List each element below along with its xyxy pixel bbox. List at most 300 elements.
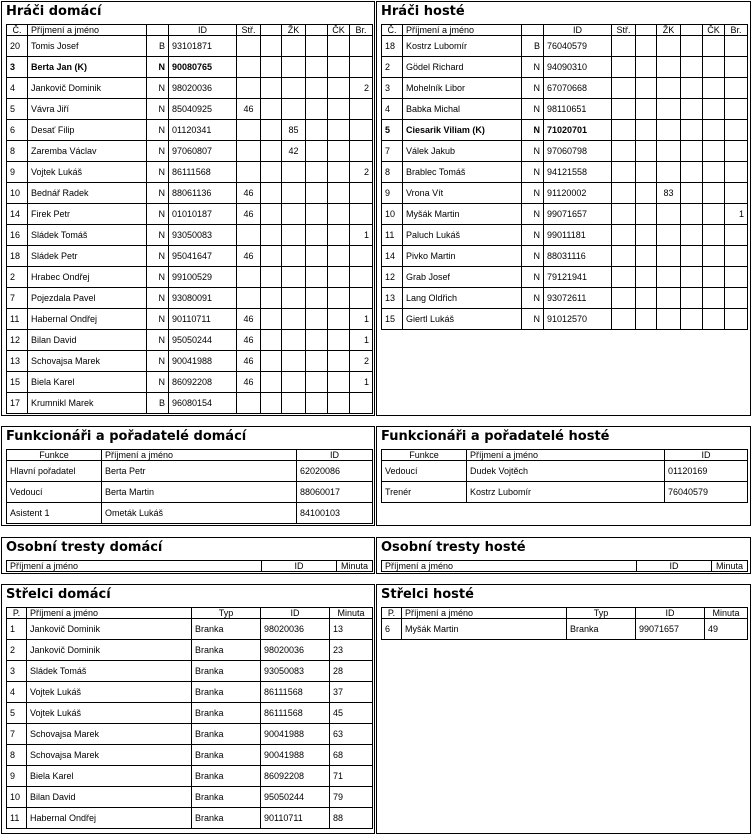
player-number: 18 <box>7 246 28 267</box>
player-goals <box>725 36 748 57</box>
empty-cell <box>636 141 657 162</box>
player-red-card <box>703 225 725 246</box>
player-goals <box>350 246 373 267</box>
scorer-row <box>7 682 373 703</box>
column-header: Funkce <box>7 450 102 461</box>
officials-away-body <box>382 461 748 503</box>
player-id: 93050083 <box>169 225 237 246</box>
column-header <box>306 25 328 36</box>
officials-away-header <box>382 450 748 461</box>
player-substitution <box>612 57 636 78</box>
player-row <box>7 372 373 393</box>
player-red-card <box>703 78 725 99</box>
empty-cell <box>681 141 703 162</box>
scorer-minute: 28 <box>330 661 373 682</box>
player-yellow-card <box>657 57 681 78</box>
player-name: Habernal Ondřej <box>28 309 147 330</box>
empty-cell <box>261 330 282 351</box>
empty-cell <box>261 183 282 204</box>
empty-cell <box>681 204 703 225</box>
scorers-home-header <box>7 608 373 619</box>
scorer-name: Jankovič Dominik <box>27 640 192 661</box>
player-substitution <box>612 288 636 309</box>
player-flag: N <box>522 57 544 78</box>
scorer-order: 10 <box>7 787 27 808</box>
player-goals <box>350 57 373 78</box>
player-flag: N <box>522 225 544 246</box>
player-red-card <box>703 99 725 120</box>
column-header: Minuta <box>705 608 748 619</box>
scorers-away-body <box>382 619 748 640</box>
player-yellow-card <box>282 99 306 120</box>
empty-cell <box>261 225 282 246</box>
player-flag: N <box>147 99 169 120</box>
column-header: ID <box>169 25 237 36</box>
column-header: Příjmení a jméno <box>27 608 192 619</box>
player-yellow-card <box>282 36 306 57</box>
empty-cell <box>636 99 657 120</box>
scorers-away-table <box>381 607 748 640</box>
player-substitution <box>612 78 636 99</box>
scorer-name: Vojtek Lukáš <box>27 703 192 724</box>
player-id: 95041647 <box>169 246 237 267</box>
official-role: Vedoucí <box>7 482 102 503</box>
player-yellow-card: 83 <box>657 183 681 204</box>
player-number: 13 <box>382 288 403 309</box>
column-header: ID <box>637 561 712 572</box>
scorer-type: Branka <box>192 766 261 787</box>
player-number: 5 <box>382 120 403 141</box>
player-goals <box>725 225 748 246</box>
empty-cell <box>681 57 703 78</box>
players-home-table <box>6 24 373 414</box>
player-flag: N <box>147 204 169 225</box>
players-away-panel <box>376 1 751 416</box>
scorer-name: Sládek Tomáš <box>27 661 192 682</box>
scorer-type: Branka <box>192 724 261 745</box>
player-red-card <box>328 309 350 330</box>
player-id: 90080765 <box>169 57 237 78</box>
player-name: Ciesarik Viliam (K) <box>403 120 522 141</box>
player-row <box>7 57 373 78</box>
player-goals <box>350 99 373 120</box>
player-red-card <box>328 225 350 246</box>
scorers-home-panel <box>1 584 375 834</box>
scorers-away-panel <box>376 584 751 834</box>
penalties-away-table <box>381 560 748 572</box>
player-substitution <box>612 246 636 267</box>
player-name: Biela Karel <box>28 372 147 393</box>
column-header: Příjmení a jméno <box>28 25 147 36</box>
column-header <box>261 25 282 36</box>
empty-cell <box>681 246 703 267</box>
empty-cell <box>306 36 328 57</box>
player-yellow-card <box>657 225 681 246</box>
empty-cell <box>306 204 328 225</box>
scorer-minute: 23 <box>330 640 373 661</box>
player-red-card <box>328 330 350 351</box>
official-id: 88060017 <box>297 482 373 503</box>
scorer-minute: 37 <box>330 682 373 703</box>
empty-cell <box>681 120 703 141</box>
empty-cell <box>306 57 328 78</box>
player-yellow-card <box>282 183 306 204</box>
empty-cell <box>261 204 282 225</box>
players-away-body <box>382 36 748 330</box>
player-substitution <box>612 225 636 246</box>
player-goals: 1 <box>350 372 373 393</box>
player-id: 01120341 <box>169 120 237 141</box>
player-name: Tomis Josef <box>28 36 147 57</box>
player-row <box>382 162 748 183</box>
player-name: Paluch Lukáš <box>403 225 522 246</box>
player-flag: N <box>147 141 169 162</box>
scorers-home-title: Střelci domácí <box>6 587 111 602</box>
player-row <box>7 141 373 162</box>
scorer-type: Branka <box>192 745 261 766</box>
penalties-away-title: Osobní tresty hosté <box>381 540 526 555</box>
empty-cell <box>681 78 703 99</box>
player-red-card <box>328 351 350 372</box>
player-id: 76040579 <box>544 36 612 57</box>
empty-cell <box>636 267 657 288</box>
scorer-order: 4 <box>7 682 27 703</box>
player-goals <box>725 267 748 288</box>
player-yellow-card <box>282 204 306 225</box>
player-id: 98110651 <box>544 99 612 120</box>
player-row <box>7 246 373 267</box>
officials-home-table <box>6 449 373 524</box>
players-away-table <box>381 24 748 330</box>
player-row <box>7 225 373 246</box>
player-id: 97060807 <box>169 141 237 162</box>
player-row <box>7 330 373 351</box>
player-flag: N <box>147 330 169 351</box>
scorer-id: 90041988 <box>261 724 330 745</box>
empty-cell <box>261 141 282 162</box>
player-flag: N <box>147 288 169 309</box>
player-red-card <box>703 246 725 267</box>
scorer-minute: 49 <box>705 619 748 640</box>
officials-home-header <box>7 450 373 461</box>
player-number: 12 <box>382 267 403 288</box>
player-substitution: 46 <box>237 372 261 393</box>
empty-cell <box>636 309 657 330</box>
scorer-id: 93050083 <box>261 661 330 682</box>
player-red-card <box>328 36 350 57</box>
empty-cell <box>261 78 282 99</box>
empty-cell <box>306 120 328 141</box>
official-name: Berta Petr <box>102 461 297 482</box>
player-yellow-card <box>657 309 681 330</box>
player-row <box>7 183 373 204</box>
player-name: Bilan David <box>28 330 147 351</box>
player-goals <box>725 99 748 120</box>
player-goals <box>350 36 373 57</box>
player-flag: N <box>522 162 544 183</box>
player-row <box>382 225 748 246</box>
empty-cell <box>636 225 657 246</box>
scorer-type: Branka <box>192 787 261 808</box>
players-home-header <box>7 25 373 36</box>
empty-cell <box>636 204 657 225</box>
empty-cell <box>681 267 703 288</box>
player-name: Hrabec Ondřej <box>28 267 147 288</box>
official-row <box>7 482 373 503</box>
player-number: 20 <box>7 36 28 57</box>
player-name: Vávra Jiří <box>28 99 147 120</box>
empty-cell <box>261 57 282 78</box>
player-yellow-card <box>657 204 681 225</box>
scorer-row <box>7 766 373 787</box>
player-red-card <box>703 120 725 141</box>
column-header: ČK <box>703 25 725 36</box>
scorer-minute: 13 <box>330 619 373 640</box>
player-flag: N <box>147 309 169 330</box>
player-row <box>7 36 373 57</box>
players-away-header <box>382 25 748 36</box>
player-yellow-card <box>657 36 681 57</box>
player-red-card <box>328 57 350 78</box>
column-header: ID <box>636 608 705 619</box>
player-flag: N <box>522 78 544 99</box>
player-substitution <box>612 309 636 330</box>
player-substitution <box>237 393 261 414</box>
player-goals: 2 <box>350 351 373 372</box>
player-number: 11 <box>7 309 28 330</box>
scorer-row <box>7 724 373 745</box>
player-number: 14 <box>7 204 28 225</box>
scorers-home-body <box>7 619 373 829</box>
player-name: Kostrz Lubomír <box>403 36 522 57</box>
player-row <box>382 36 748 57</box>
official-row <box>382 461 748 482</box>
player-red-card <box>328 288 350 309</box>
player-name: Bednář Radek <box>28 183 147 204</box>
column-header: P. <box>7 608 27 619</box>
player-flag: N <box>522 141 544 162</box>
scorer-order: 7 <box>7 724 27 745</box>
player-flag: N <box>147 78 169 99</box>
column-header: ID <box>262 561 337 572</box>
player-id: 95050244 <box>169 330 237 351</box>
player-name: Mohelník Libor <box>403 78 522 99</box>
player-id: 91012570 <box>544 309 612 330</box>
player-flag: N <box>147 225 169 246</box>
player-substitution: 46 <box>237 183 261 204</box>
penalties-away-header <box>382 561 748 572</box>
player-yellow-card: 85 <box>282 120 306 141</box>
player-goals: 2 <box>350 162 373 183</box>
player-yellow-card <box>282 288 306 309</box>
player-row <box>382 183 748 204</box>
column-header: ID <box>665 450 748 461</box>
empty-cell <box>261 267 282 288</box>
players-home-body <box>7 36 373 414</box>
player-yellow-card <box>282 393 306 414</box>
player-number: 7 <box>382 141 403 162</box>
player-flag: N <box>522 309 544 330</box>
player-number: 17 <box>7 393 28 414</box>
scorers-home-table <box>6 607 373 829</box>
player-number: 3 <box>382 78 403 99</box>
player-flag: N <box>147 183 169 204</box>
player-goals <box>350 120 373 141</box>
player-substitution <box>612 99 636 120</box>
column-header: P. <box>382 608 402 619</box>
player-substitution <box>612 267 636 288</box>
player-id: 67070668 <box>544 78 612 99</box>
player-row <box>382 204 748 225</box>
player-yellow-card <box>657 162 681 183</box>
player-id: 99100529 <box>169 267 237 288</box>
officials-home-body <box>7 461 373 524</box>
player-number: 18 <box>382 36 403 57</box>
player-red-card <box>328 246 350 267</box>
official-role: Vedoucí <box>382 461 467 482</box>
column-header: Minuta <box>712 561 748 572</box>
empty-cell <box>261 120 282 141</box>
player-number: 9 <box>382 183 403 204</box>
player-substitution <box>237 288 261 309</box>
scorer-order: 2 <box>7 640 27 661</box>
player-number: 10 <box>7 183 28 204</box>
player-name: Krumnikl Marek <box>28 393 147 414</box>
player-yellow-card <box>282 330 306 351</box>
scorer-name: Vojtek Lukáš <box>27 682 192 703</box>
player-substitution <box>237 57 261 78</box>
player-substitution <box>237 225 261 246</box>
official-name: Berta Martin <box>102 482 297 503</box>
player-name: Lang Oldřich <box>403 288 522 309</box>
player-row <box>382 78 748 99</box>
player-row <box>7 204 373 225</box>
scorer-order: 3 <box>7 661 27 682</box>
column-header: Příjmení a jméno <box>382 561 637 572</box>
empty-cell <box>636 36 657 57</box>
official-id: 62020086 <box>297 461 373 482</box>
empty-cell <box>306 78 328 99</box>
column-header: ID <box>261 608 330 619</box>
column-header: Typ <box>567 608 636 619</box>
empty-cell <box>306 351 328 372</box>
scorer-order: 1 <box>7 619 27 640</box>
player-substitution: 46 <box>237 204 261 225</box>
column-header: Minuta <box>337 561 373 572</box>
player-name: Vrona Vít <box>403 183 522 204</box>
player-id: 91120002 <box>544 183 612 204</box>
player-substitution <box>612 204 636 225</box>
player-row <box>7 99 373 120</box>
player-red-card <box>703 204 725 225</box>
player-name: Babka Michal <box>403 99 522 120</box>
official-role: Asistent 1 <box>7 503 102 524</box>
player-yellow-card <box>657 246 681 267</box>
player-row <box>382 120 748 141</box>
empty-cell <box>681 162 703 183</box>
empty-cell <box>261 36 282 57</box>
scorers-away-title: Střelci hosté <box>381 587 474 602</box>
player-number: 5 <box>7 99 28 120</box>
officials-away-panel <box>376 426 751 526</box>
scorer-name: Jankovič Dominik <box>27 619 192 640</box>
empty-cell <box>306 330 328 351</box>
player-red-card <box>703 288 725 309</box>
empty-cell <box>636 162 657 183</box>
scorer-row <box>382 619 748 640</box>
column-header: ČK <box>328 25 350 36</box>
scorer-row <box>7 640 373 661</box>
column-header <box>636 25 657 36</box>
column-header: Typ <box>192 608 261 619</box>
empty-cell <box>306 141 328 162</box>
empty-cell <box>306 393 328 414</box>
scorer-type: Branka <box>192 661 261 682</box>
player-substitution <box>237 36 261 57</box>
player-flag: B <box>522 36 544 57</box>
player-substitution <box>237 78 261 99</box>
scorer-id: 95050244 <box>261 787 330 808</box>
scorer-minute: 71 <box>330 766 373 787</box>
player-goals <box>350 267 373 288</box>
player-name: Grab Josef <box>403 267 522 288</box>
player-goals <box>725 246 748 267</box>
player-red-card <box>328 99 350 120</box>
player-red-card <box>703 162 725 183</box>
players-home-panel <box>1 1 375 416</box>
player-red-card <box>703 267 725 288</box>
empty-cell <box>681 288 703 309</box>
player-yellow-card <box>282 162 306 183</box>
player-id: 99071657 <box>544 204 612 225</box>
player-number: 6 <box>7 120 28 141</box>
scorer-id: 98020036 <box>261 619 330 640</box>
player-name: Zaremba Václav <box>28 141 147 162</box>
empty-cell <box>681 309 703 330</box>
player-goals: 1 <box>350 225 373 246</box>
scorer-order: 9 <box>7 766 27 787</box>
player-name: Gödel Richard <box>403 57 522 78</box>
officials-home-title: Funkcionáři a pořadatelé domácí <box>6 429 247 444</box>
player-name: Giertl Lukáš <box>403 309 522 330</box>
empty-cell <box>261 288 282 309</box>
scorer-name: Biela Karel <box>27 766 192 787</box>
column-header: ID <box>544 25 612 36</box>
player-row <box>382 309 748 330</box>
scorer-name: Myšák Martin <box>402 619 567 640</box>
player-name: Jankovič Dominik <box>28 78 147 99</box>
player-flag: N <box>522 120 544 141</box>
player-number: 8 <box>7 141 28 162</box>
column-header: Stř. <box>612 25 636 36</box>
player-name: Desať Filip <box>28 120 147 141</box>
player-id: 86111568 <box>169 162 237 183</box>
empty-cell <box>306 225 328 246</box>
empty-cell <box>636 183 657 204</box>
column-header: Příjmení a jméno <box>102 450 297 461</box>
column-header <box>681 25 703 36</box>
player-number: 15 <box>382 309 403 330</box>
player-goals <box>350 204 373 225</box>
scorer-minute: 63 <box>330 724 373 745</box>
player-row <box>382 57 748 78</box>
player-yellow-card <box>282 267 306 288</box>
player-red-card <box>703 57 725 78</box>
empty-cell <box>261 309 282 330</box>
player-row <box>7 78 373 99</box>
player-red-card <box>328 183 350 204</box>
player-row <box>7 393 373 414</box>
